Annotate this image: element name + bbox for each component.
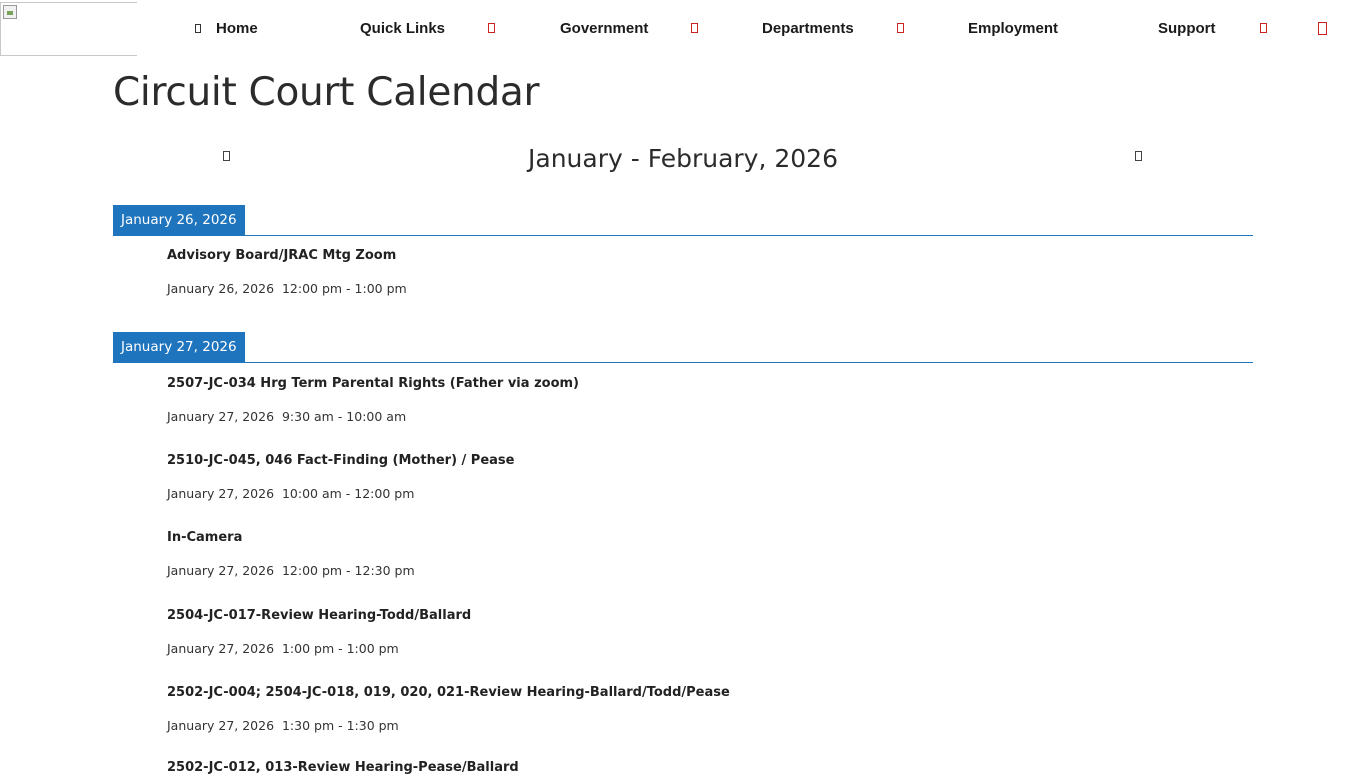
event-item <box>167 606 471 658</box>
next-month-arrow-icon[interactable] <box>1135 151 1142 161</box>
home-icon[interactable] <box>195 24 201 33</box>
chevron-down-icon[interactable] <box>488 23 495 33</box>
nav-home[interactable]: Home <box>216 20 258 37</box>
nav-departments[interactable]: Departments <box>762 20 854 37</box>
event-item <box>167 758 519 778</box>
event-time: January 27, 2026 9:30 am - 10:00 am <box>167 409 407 424</box>
day-header <box>113 205 1253 236</box>
event-title[interactable]: 2504-JC-017-Review Hearing-Todd/Ballard <box>167 608 472 623</box>
search-icon[interactable] <box>1318 22 1327 35</box>
day-label: January 26, 2026 <box>113 205 245 235</box>
event-title[interactable]: 2502-JC-012, 013-Review Hearing-Pease/Ballard <box>167 760 519 775</box>
day-header <box>113 332 1253 363</box>
event-title[interactable]: 2507-JC-034 Hrg Term Parental Rights (Father via zoom) <box>167 376 579 391</box>
event-title[interactable]: Advisory Board/JRAC Mtg Zoom <box>167 248 397 263</box>
day-label: January 27, 2026 <box>113 332 245 362</box>
site-logo[interactable] <box>0 2 137 56</box>
page-title: Circuit Court Calendar <box>113 70 540 115</box>
event-title[interactable]: 2502-JC-004; 2504-JC-018, 019, 020, 021-Review Hearing-Ballard/Todd/Pease <box>167 685 730 700</box>
chevron-down-icon[interactable] <box>691 23 698 33</box>
month-range-title: January - February, 2026 <box>528 144 838 173</box>
event-title[interactable]: In-Camera <box>167 530 243 545</box>
event-title[interactable]: 2510-JC-045, 046 Fact-Finding (Mother) / Pease <box>167 453 515 468</box>
chevron-down-icon[interactable] <box>897 23 904 33</box>
event-item <box>167 374 579 426</box>
event-item <box>167 528 415 580</box>
event-time: January 27, 2026 1:00 pm - 1:00 pm <box>167 641 399 656</box>
event-item <box>167 683 730 735</box>
chevron-down-icon[interactable] <box>1260 23 1267 33</box>
event-time: January 27, 2026 12:00 pm - 12:30 pm <box>167 563 415 578</box>
event-item <box>167 246 407 298</box>
event-time: January 27, 2026 10:00 am - 12:00 pm <box>167 486 415 501</box>
broken-image-icon <box>3 5 17 19</box>
nav-government[interactable]: Government <box>560 20 649 37</box>
nav-employment[interactable]: Employment <box>968 20 1059 37</box>
event-time: January 26, 2026 12:00 pm - 1:00 pm <box>167 281 407 296</box>
nav-support[interactable]: Support <box>1158 20 1216 37</box>
nav-quick-links[interactable]: Quick Links <box>360 20 446 37</box>
event-item <box>167 451 514 503</box>
event-time: January 27, 2026 1:30 pm - 1:30 pm <box>167 718 399 733</box>
